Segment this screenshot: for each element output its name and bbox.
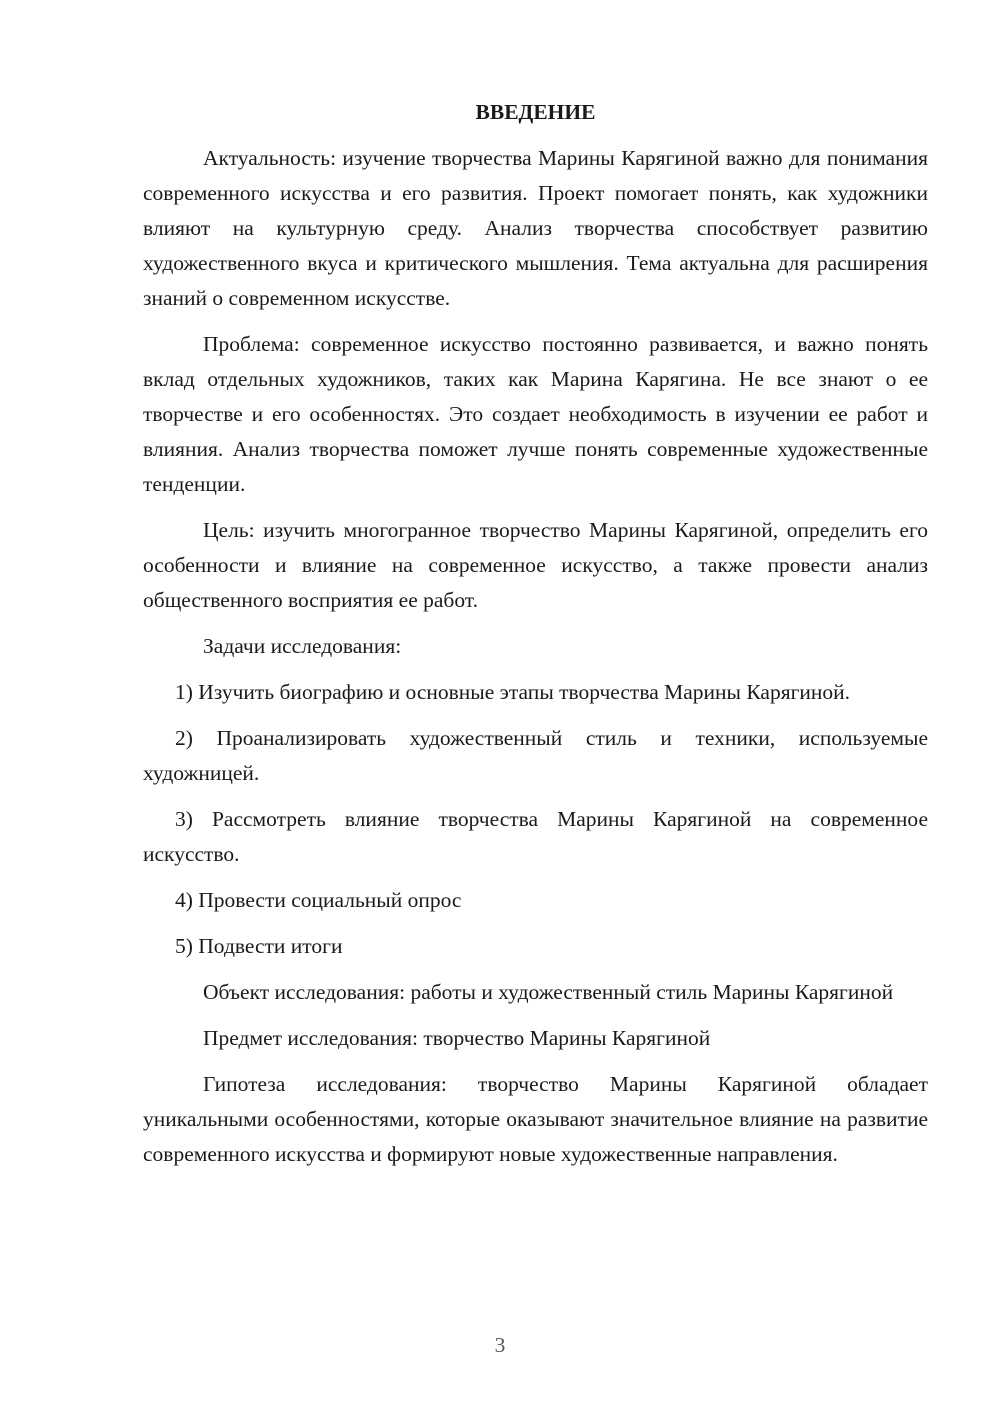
object-paragraph: Объект исследования: работы и художественный стиль Марины Карягиной [203, 980, 894, 1004]
subject-paragraph: Предмет исследования: творчество Марины Карягиной [203, 1026, 711, 1050]
goal-paragraph: Цель: изучить многогранное творчество Марины Карягиной, определить его особенности и влияние на современное искусство, а также провести анализ общественного восприятия ее работ. [143, 518, 928, 612]
tasks-list [143, 675, 928, 964]
problem-paragraph: Проблема: современное искусство постоянно развивается, и важно понять вклад отдельных художников, таких как Марина Карягина. Не все знают о ее творчестве и его особенностях. Это создает необходимость в изучении ее работ и влияния. Анализ творчества поможет лучше понять современные художественные тенденции. [143, 332, 928, 496]
document-body [143, 95, 928, 1183]
page-number: 3 [494, 1333, 506, 1357]
hypothesis-paragraph: Гипотеза исследования: творчество Марины Карягиной обладает уникальными особенностями, которые оказывают значительное влияние на развитие современного искусства и формируют новые художественные направления. [143, 1072, 928, 1166]
tasks-heading: Задачи исследования: [203, 634, 402, 658]
task-item: 5) Подвести итоги [175, 934, 343, 958]
task-item: 3) Рассмотреть влияние творчества Марины Карягиной на современное искусство. [143, 807, 928, 866]
task-item: 1) Изучить биографию и основные этапы творчества Марины Карягиной. [175, 680, 851, 704]
task-item: 2) Проанализировать художественный стиль и техники, используемые художницей. [143, 726, 928, 785]
page-title: ВВЕДЕНИЕ [475, 100, 596, 124]
relevance-paragraph: Актуальность: изучение творчества Марины Карягиной важно для понимания современного искусства и его развития. Проект помогает понять, как художники влияют на культурную среду. Анализ творчества способствует развитию художественного вкуса и критического мышления. Тема актуальна для расширения знаний о современном искусстве. [143, 146, 928, 310]
task-item: 4) Провести социальный опрос [175, 888, 462, 912]
